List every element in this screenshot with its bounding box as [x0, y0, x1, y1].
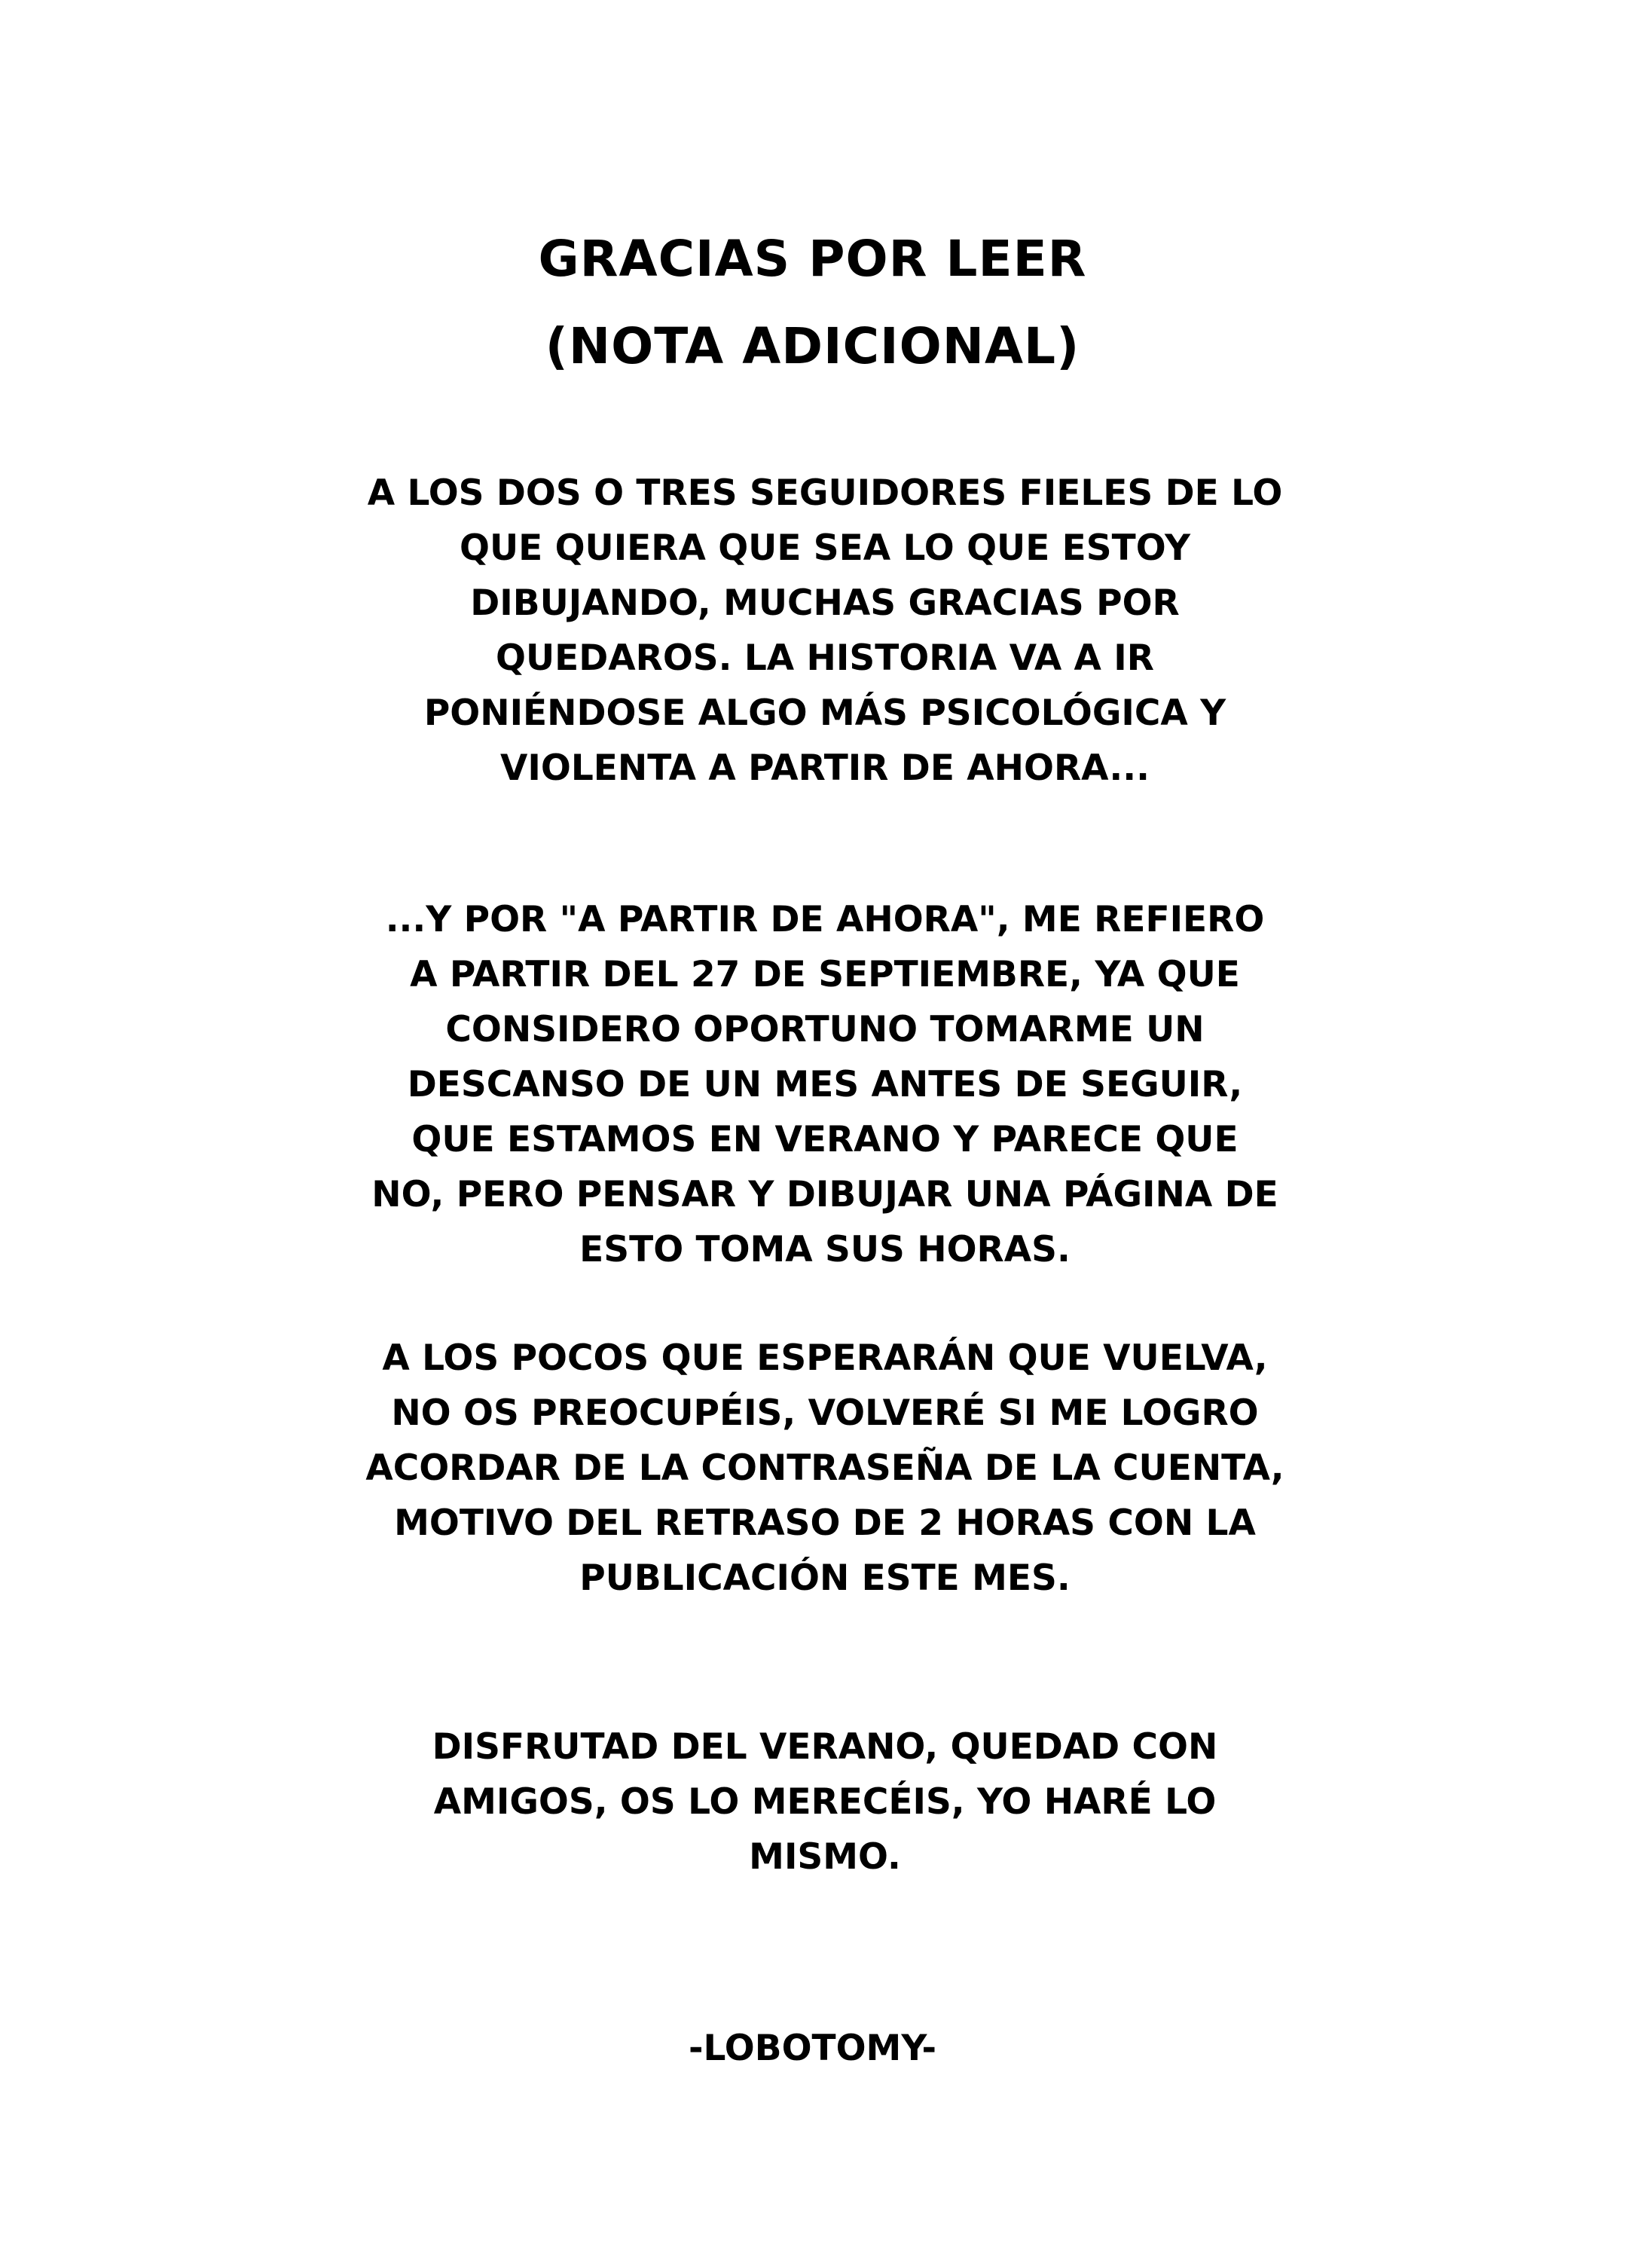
- paragraph-break-notice: [136, 892, 1514, 1277]
- paragraph-line: CONSIDERO OPORTUNO TOMARME UN: [445, 1009, 1205, 1050]
- paragraph-line: DESCANSO DE UN MES ANTES DE SEGUIR,: [407, 1064, 1243, 1105]
- page-title: GRACIAS POR LEER: [538, 230, 1087, 288]
- paragraph-line: MISMO.: [749, 1836, 901, 1878]
- paragraph-line: MOTIVO DEL RETRASO DE 2 HORAS CON LA: [394, 1502, 1256, 1544]
- paragraph-farewell: [136, 1719, 1514, 1884]
- paragraph-line: QUEDAROS. LA HISTORIA VA A IR: [496, 637, 1154, 679]
- paragraph-line: NO, PERO PENSAR Y DIBUJAR UNA PÁGINA DE: [371, 1174, 1278, 1215]
- paragraph-line: NO OS PREOCUPÉIS, VOLVERÉ SI ME LOGRO: [391, 1392, 1259, 1434]
- paragraph-line: VIOLENTA A PARTIR DE AHORA...: [500, 747, 1150, 789]
- paragraph-line: DIBUJANDO, MUCHAS GRACIAS POR: [470, 582, 1180, 624]
- paragraph-line: PUBLICACIÓN ESTE MES.: [579, 1557, 1071, 1599]
- page-subtitle: (NOTA ADICIONAL): [545, 317, 1080, 375]
- paragraph-thanks: [136, 466, 1514, 796]
- paragraph-line: QUE ESTAMOS EN VERANO Y PARECE QUE: [411, 1119, 1239, 1160]
- paragraph-line: ACORDAR DE LA CONTRASEÑA DE LA CUENTA,: [365, 1447, 1284, 1489]
- paragraph-line: ESTO TOMA SUS HORAS.: [579, 1229, 1071, 1270]
- paragraph-line: ...Y POR "A PARTIR DE AHORA", ME REFIERO: [385, 899, 1265, 940]
- paragraph-line: PONIÉNDOSE ALGO MÁS PSICOLÓGICA Y: [423, 692, 1226, 734]
- paragraph-line: A LOS DOS O TRES SEGUIDORES FIELES DE LO: [367, 472, 1283, 514]
- paragraph-line: AMIGOS, OS LO MERECÉIS, YO HARÉ LO: [433, 1781, 1217, 1823]
- paragraph-line: QUE QUIERA QUE SEA LO QUE ESTOY: [459, 527, 1191, 569]
- paragraph-line: A PARTIR DEL 27 DE SEPTIEMBRE, YA QUE: [410, 954, 1240, 995]
- paragraph-line: DISFRUTAD DEL VERANO, QUEDAD CON: [432, 1726, 1218, 1768]
- paragraph-line: A LOS POCOS QUE ESPERARÁN QUE VUELVA,: [382, 1337, 1268, 1379]
- author-signature: -LOBOTOMY-: [689, 2028, 936, 2069]
- paragraph-return-note: [136, 1331, 1514, 1606]
